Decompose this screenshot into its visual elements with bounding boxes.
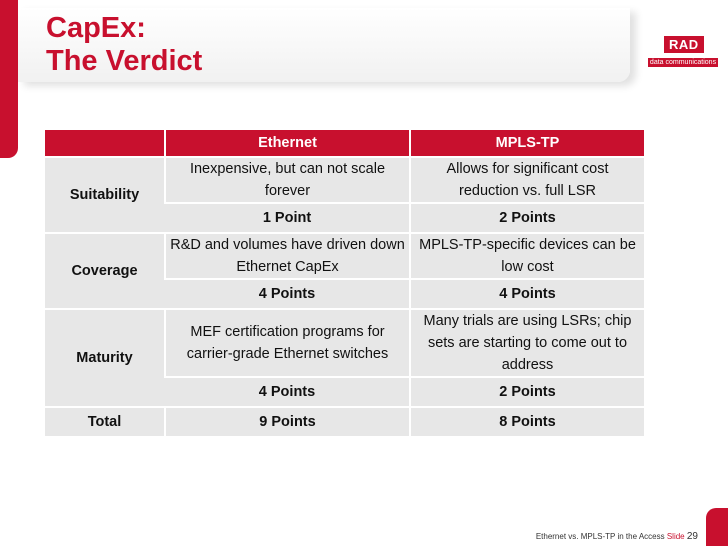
- cell-mpls-text: Allows for significant cost reduction vs. full LSR: [410, 157, 644, 203]
- footer-slide-label: Slide: [666, 532, 685, 541]
- cell-ethernet-points: 4 Points: [165, 377, 410, 407]
- slide-title: [46, 12, 202, 78]
- row-label-maturity: Maturity: [45, 309, 165, 407]
- cell-ethernet-text: R&D and volumes have driven down Ethernet CapEx: [165, 233, 410, 279]
- cell-mpls-total: 8 Points: [410, 407, 644, 437]
- slide-title-line-2: The Verdict: [46, 45, 203, 77]
- header-empty: [45, 130, 165, 157]
- logo-subtext: data communications: [649, 59, 717, 66]
- cell-ethernet-total: 9 Points: [165, 407, 410, 437]
- verdict-table: [45, 130, 644, 438]
- slide-footer: [536, 531, 698, 542]
- header-ethernet: Ethernet: [165, 130, 410, 157]
- row-label-total: Total: [45, 407, 165, 437]
- slide-title-line-1: CapEx:: [46, 12, 146, 44]
- table-row: [45, 233, 644, 279]
- cell-ethernet-text: Inexpensive, but can not scale forever: [165, 157, 410, 203]
- logo-text: RAD: [664, 36, 704, 53]
- cell-ethernet-points: 1 Point: [165, 203, 410, 233]
- cell-mpls-text: MPLS-TP-specific devices can be low cost: [410, 233, 644, 279]
- footer-text: Ethernet vs. MPLS-TP in the Access: [535, 532, 665, 541]
- table-row: [45, 157, 644, 203]
- cell-mpls-text: Many trials are using LSRs; chip sets are starting to come out to address: [410, 309, 644, 377]
- cell-mpls-points: 2 Points: [410, 203, 644, 233]
- cell-ethernet-text: MEF certification programs for carrier-grade Ethernet switches: [165, 309, 410, 377]
- header-mpls-tp: MPLS-TP: [410, 130, 644, 157]
- cell-mpls-points: 4 Points: [410, 279, 644, 309]
- footer-slide-number: 29: [686, 531, 698, 542]
- cell-mpls-points: 2 Points: [410, 377, 644, 407]
- left-accent-bar: [0, 0, 18, 158]
- rad-logo: [648, 36, 718, 67]
- row-label-suitability: Suitability: [45, 157, 165, 233]
- corner-accent: [706, 508, 728, 546]
- table-row-total: [45, 407, 644, 437]
- table-header-row: [45, 130, 644, 157]
- table-row: [45, 309, 644, 377]
- row-label-coverage: Coverage: [45, 233, 165, 309]
- cell-ethernet-points: 4 Points: [165, 279, 410, 309]
